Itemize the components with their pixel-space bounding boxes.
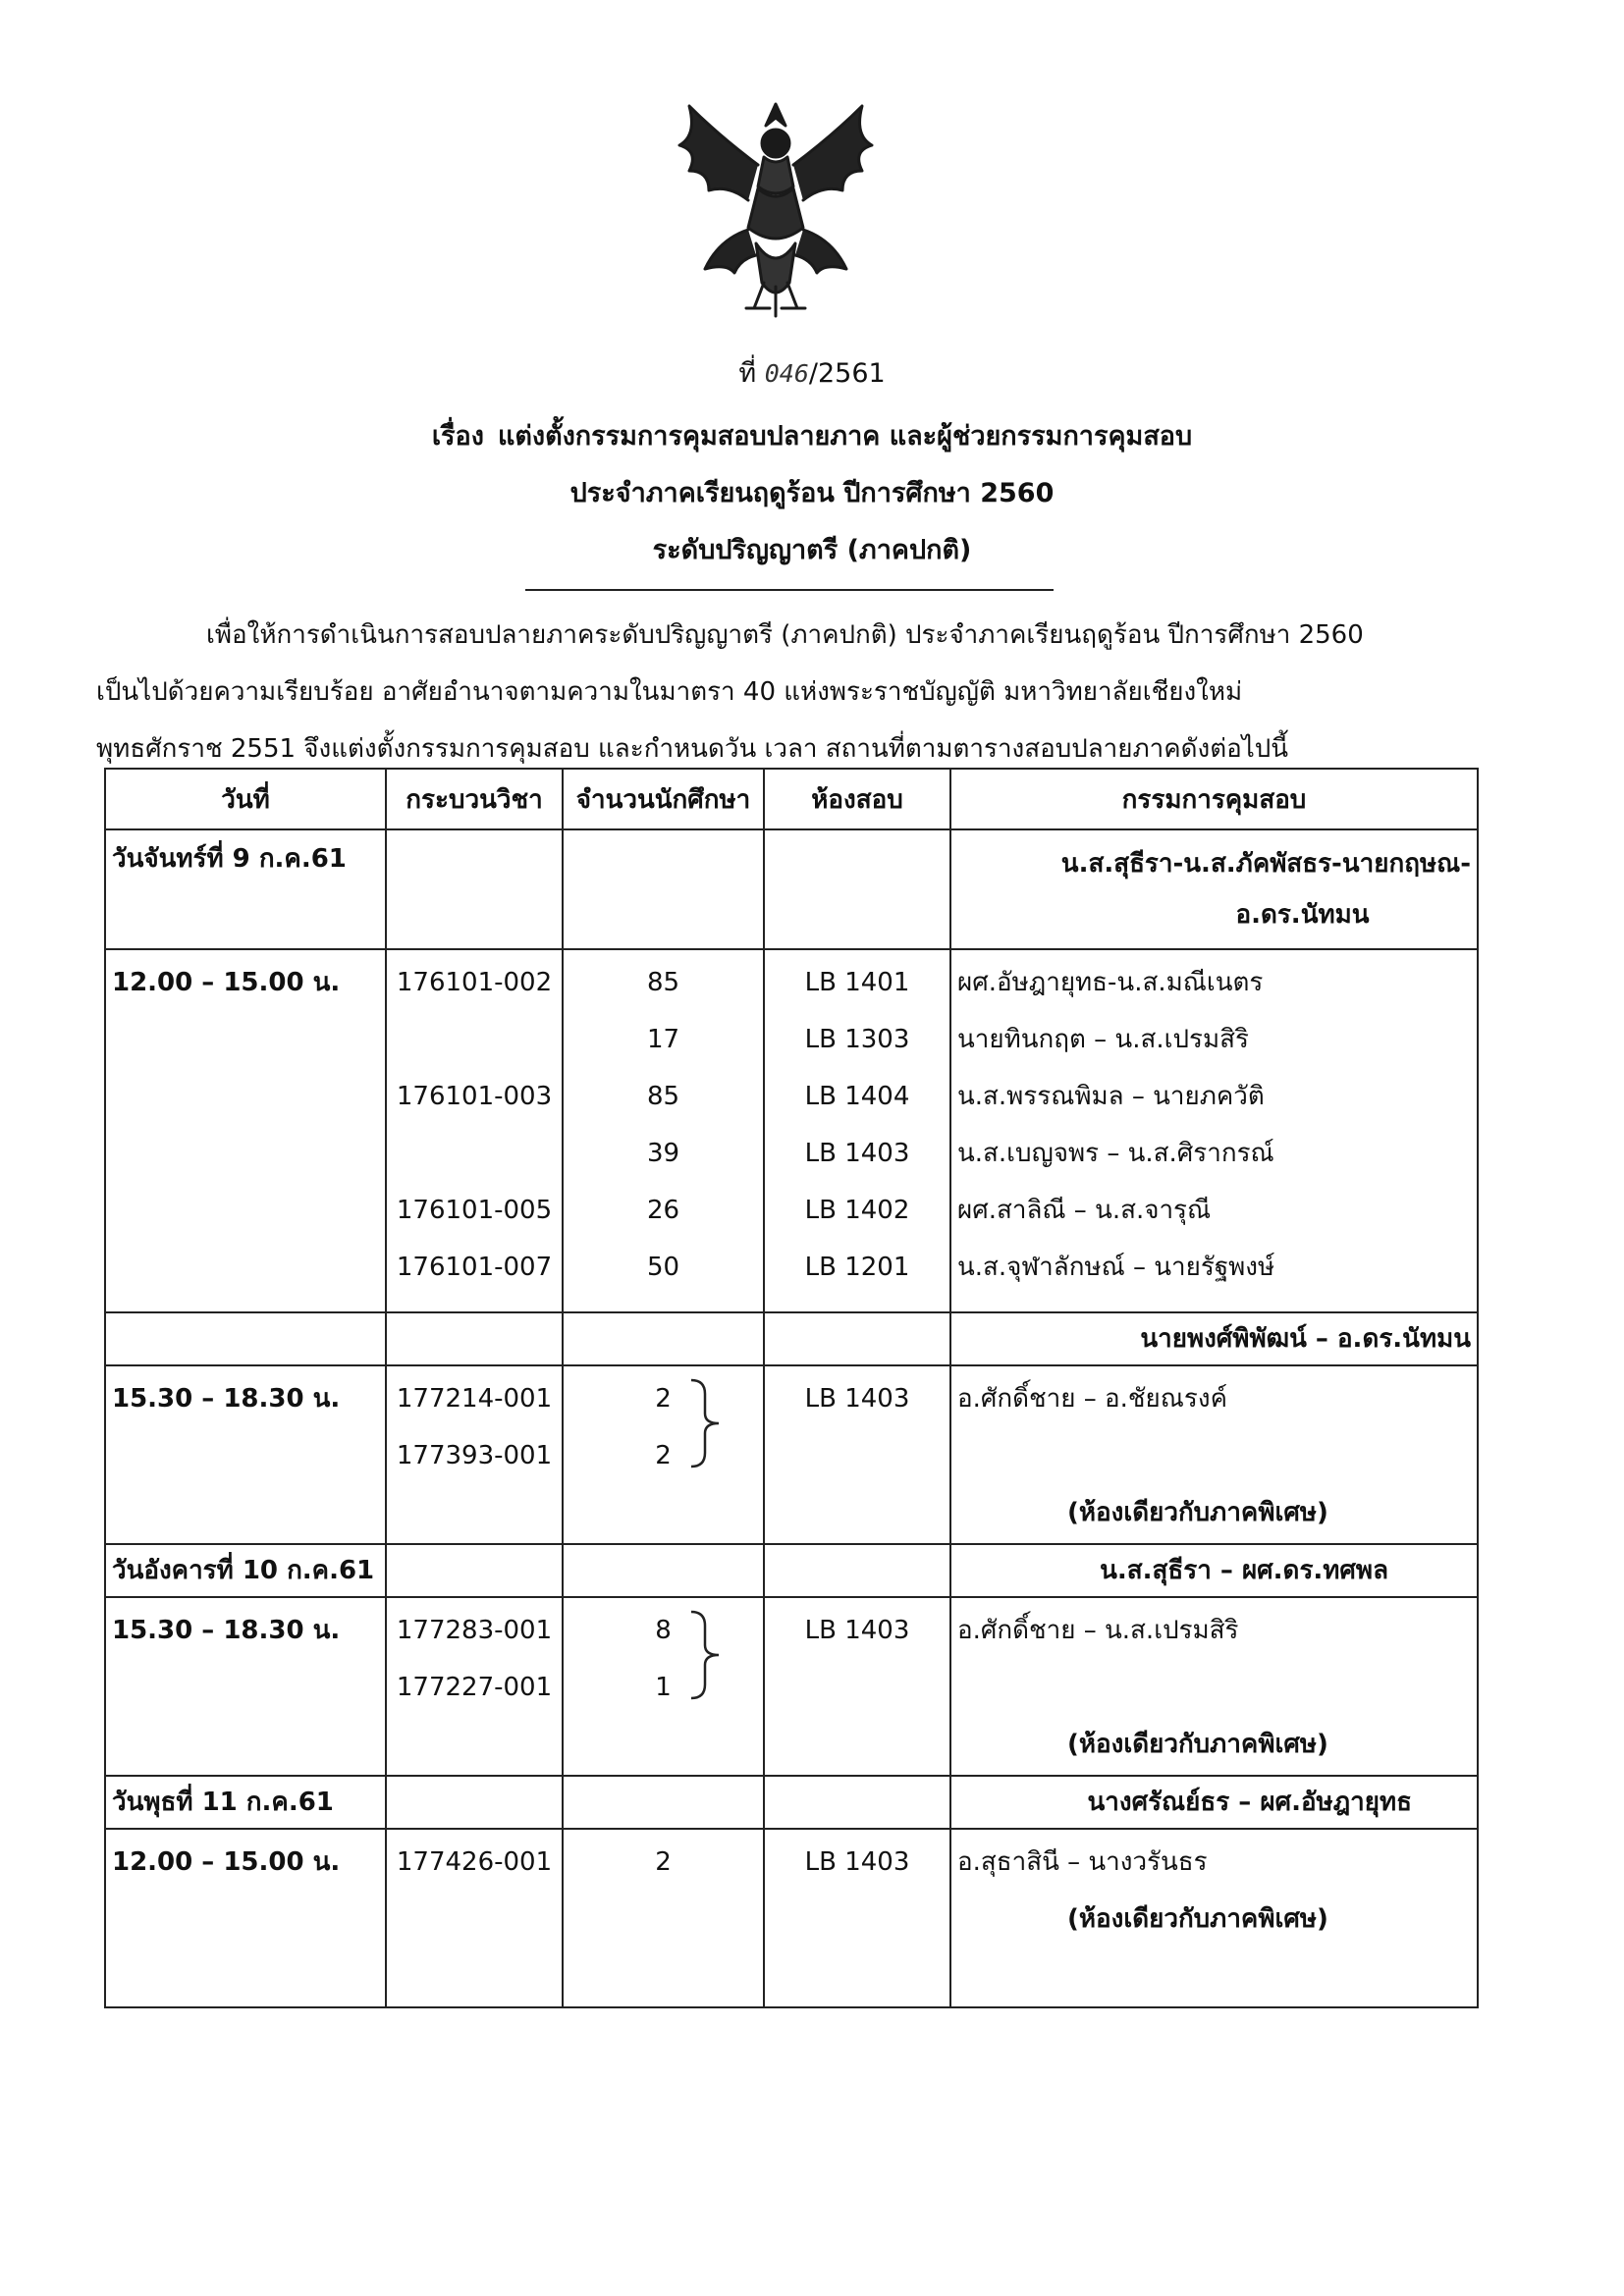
doc-no-handwritten: 046 [764,359,809,388]
title-line-2: ประจำภาคเรียนฤดูร้อน ปีการศึกษา 2560 [569,478,1055,508]
course-code: 177393-001 [396,1441,553,1470]
course-code: 177426-001 [396,1847,553,1877]
empty-cell [386,1312,563,1365]
intro-line-1: เพื่อให้การดำเนินการสอบปลายภาคระดับปริญญาตรี (ภาคปกติ) ประจำภาคเรียนฤดูร้อน ปีการศึกษา 2560 [206,620,1364,650]
empty-cell [563,1544,764,1597]
room-code: LB 1303 [804,1025,910,1054]
course-code: 176101-002 [396,968,553,997]
course-code: 176101-003 [396,1082,553,1111]
document-number [0,351,1624,394]
header-exam-room: ห้องสอบ [764,769,950,829]
title-line-3: ระดับปริญญาตรี (ภาคปกติ) [652,535,972,565]
table-row [105,1829,1478,2007]
room-code: LB 1402 [804,1196,910,1225]
same-room-note: (ห้องเดียวกับภาคพิเศษ) [1067,1498,1328,1527]
empty-cell [764,1544,950,1597]
header-student-count: จำนวนนักศึกษา [563,769,764,829]
chief-proctor-cell: น.ส.สุธีรา – ผศ.ดร.ทศพล [950,1544,1478,1597]
course-code: 177214-001 [396,1384,553,1414]
course-cell [386,1365,563,1544]
proctor-names: ผศ.อัษฎายุทธ-น.ส.มณีเนตร [957,968,1264,997]
intro-line-3: พุทธศักราช 2551 จึงแต่งตั้งกรรมการคุมสอบ และกำหนดวัน เวลา สถานที่ตามตารางสอบปลายภาคดังต่อไปนี้ [96,734,1289,764]
proctor-names: อ.สุธาสินี – นางวรันธร [957,1847,1208,1877]
proctor-names: ผศ.สาลิณี – น.ส.จารุณี [957,1196,1212,1225]
course-cell [386,949,563,1312]
empty-cell [386,1776,563,1829]
subject-line [0,414,1624,456]
room-cell [764,949,950,1312]
student-count: 85 [646,968,680,997]
proctor-cell [950,949,1478,1312]
student-count: 2 [655,1441,672,1470]
time-cell [105,1829,386,2007]
course-cell [386,1829,563,2007]
table-row [105,1365,1478,1544]
proctor-names: อ.ศักดิ์ชาย – อ.ชัยณรงค์ [957,1384,1227,1414]
time-text: 15.30 – 18.30 น. [112,1616,341,1645]
room-code: LB 1404 [804,1082,910,1111]
garuda-emblem-icon [648,86,903,332]
student-count: 2 [655,1847,672,1877]
table-row [105,829,1478,949]
header-date: วันที่ [105,769,386,829]
table-row [105,1312,1478,1365]
empty-cell [386,1544,563,1597]
student-count: 1 [655,1673,672,1702]
student-count: 2 [655,1384,672,1414]
header-proctors: กรรมการคุมสอบ [950,769,1478,829]
same-room-note: (ห้องเดียวกับภาคพิเศษ) [1067,1904,1328,1934]
day-cell: วันอังคารที่ 10 ก.ค.61 [105,1544,386,1597]
student-count: 85 [646,1082,680,1111]
empty-cell [764,1312,950,1365]
empty-cell [563,1312,764,1365]
subject-label: เรื่อง [431,421,484,452]
student-count: 39 [646,1139,680,1168]
time-text: 12.00 – 15.00 น. [112,968,341,997]
empty-cell [764,829,950,949]
course-cell [386,1597,563,1776]
student-count: 50 [646,1253,680,1282]
room-code: LB 1201 [804,1253,910,1282]
chief-proctor-cell: นายพงศ์พิพัฒน์ – อ.ดร.นัทมน [950,1312,1478,1365]
intro-paragraph [96,607,1471,777]
empty-cell [563,829,764,949]
right-brace-icon [687,1608,727,1702]
course-code: 176101-005 [396,1196,553,1225]
course-code [393,1011,556,1068]
time-cell [105,949,386,1312]
course-code [393,1125,556,1182]
empty-cell [386,829,563,949]
proctor-names: นายทินกฤต – น.ส.เปรมสิริ [957,1025,1249,1054]
right-brace-icon [687,1376,727,1470]
exam-schedule-table [104,768,1479,2008]
course-code: 177227-001 [396,1673,553,1702]
student-count: 17 [646,1025,680,1054]
proctor-names: น.ส.พรรณพิมล – นายภควัติ [957,1082,1265,1111]
room-code: LB 1401 [804,968,910,997]
empty-cell [764,1776,950,1829]
chief-proctor-cell [950,829,1478,949]
table-row [105,1597,1478,1776]
proctor-cell [950,1597,1478,1776]
count-cell [563,1597,764,1776]
student-count: 8 [655,1616,672,1645]
table-row [105,1776,1478,1829]
day-cell: วันจันทร์ที่ 9 ก.ค.61 [105,829,386,949]
chief-proctor-line-1: น.ส.สุธีรา-น.ส.ภัคพัสธร-นายกฤษณ- [1060,849,1471,879]
proctor-names: อ.ศักดิ์ชาย – น.ส.เปรมสิริ [957,1616,1239,1645]
room-cell [764,1365,950,1544]
empty-cell [105,1312,386,1365]
doc-no-year: /2561 [808,358,886,389]
table-row [105,1544,1478,1597]
table-header-row [105,769,1478,829]
table-row [105,949,1478,1312]
doc-no-label: ที่ [738,358,757,389]
course-code: 177283-001 [396,1616,553,1645]
proctor-cell [950,1829,1478,2007]
count-cell [563,949,764,1312]
proctor-names: น.ส.จุฬาลักษณ์ – นายรัฐพงษ์ [957,1253,1275,1282]
proctor-cell [950,1365,1478,1544]
time-text: 12.00 – 15.00 น. [112,1847,341,1877]
room-code: LB 1403 [804,1139,910,1168]
count-cell [563,1365,764,1544]
time-cell [105,1365,386,1544]
room-cell [764,1829,950,2007]
time-text: 15.30 – 18.30 น. [112,1384,341,1414]
room-cell [764,1597,950,1776]
header-course: กระบวนวิชา [386,769,563,829]
day-cell: วันพุธที่ 11 ก.ค.61 [105,1776,386,1829]
subject-text: แต่งตั้งกรรมการคุมสอบปลายภาค และผู้ช่วยกรรมการคุมสอบ [497,421,1193,452]
room-code: LB 1403 [804,1847,910,1877]
count-cell [563,1829,764,2007]
room-code: LB 1403 [804,1616,910,1645]
same-room-note: (ห้องเดียวกับภาคพิเศษ) [1067,1730,1328,1759]
title-divider [525,589,1054,591]
time-cell [105,1597,386,1776]
course-code: 176101-007 [396,1253,553,1282]
chief-proctor-cell: นางศรัณย์ธร – ผศ.อัษฎายุทธ [950,1776,1478,1829]
student-count: 26 [646,1196,680,1225]
room-code: LB 1403 [804,1384,910,1414]
intro-line-2: เป็นไปด้วยความเรียบร้อย อาศัยอำนาจตามความในมาตรา 40 แห่งพระราชบัญญัติ มหาวิทยาลัยเชียงใหม่ [96,677,1243,707]
empty-cell [563,1776,764,1829]
proctor-names: น.ส.เบญจพร – น.ส.ศิรากรณ์ [957,1139,1274,1168]
chief-proctor-line-2: อ.ดร.นัทมน [1235,900,1370,930]
